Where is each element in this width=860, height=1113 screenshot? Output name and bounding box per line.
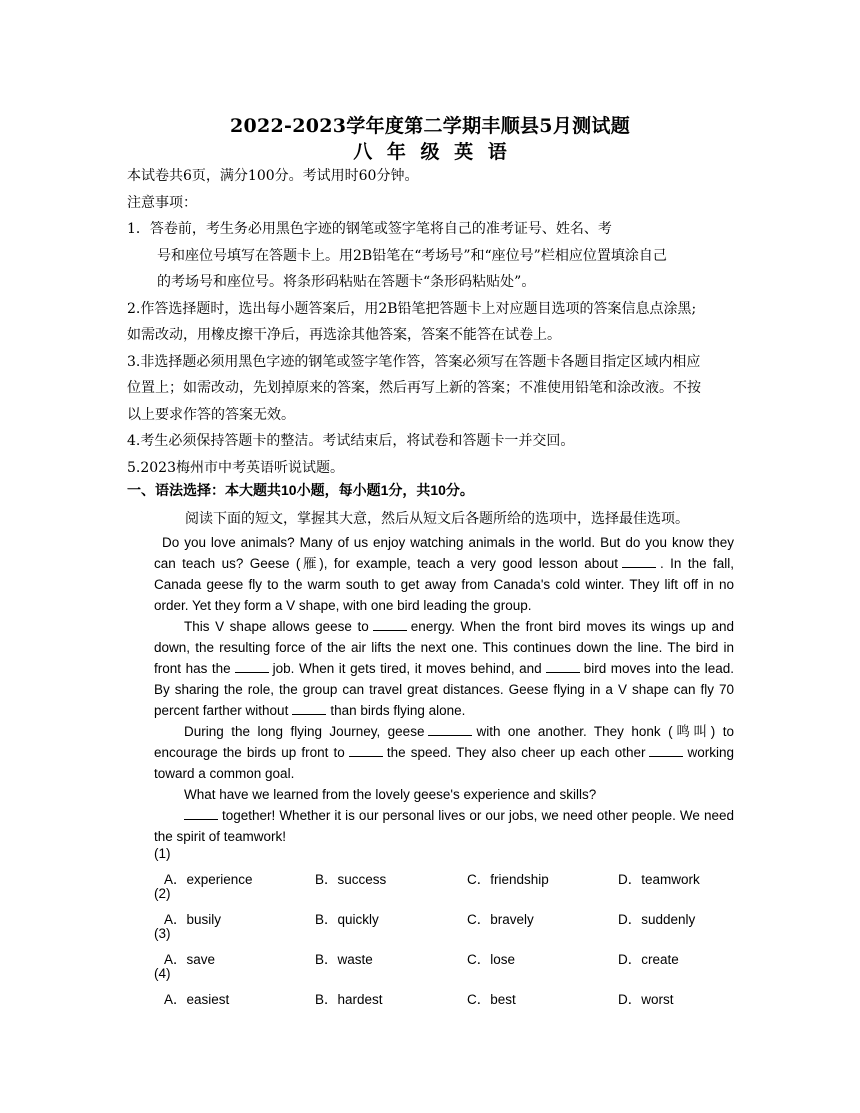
passage-text: working toward a common goal. (154, 745, 735, 781)
question-number: (2) (154, 886, 171, 901)
passage-text: with one another. They honk (鸣叫) to encourage the birds up front to (154, 724, 734, 760)
passage-text: This V shape allows geese to (184, 619, 369, 634)
passage-text: . In the fall, Canada geese fly to the warm south to get away from Canada's cold winter. They lift off in no order. Yet they form a V shape, with one bird leading the group. (154, 556, 734, 613)
option-a[interactable]: A．busily (164, 912, 222, 927)
answer-blank (184, 807, 218, 820)
note-line: 位置上；如需改动，先划掉原来的答案，然后再写上新的答案；不准使用铅笔和涂改液。不按 (127, 380, 701, 396)
passage-paragraph (154, 616, 734, 721)
passage-text: the speed. They also cheer up each other (386, 745, 646, 760)
option-c[interactable]: C．bravely (467, 912, 534, 927)
passage-text: During the long flying Journey, geese (184, 724, 425, 739)
page-title: 2022-2023学年度第二学期丰顺县5月测试题 (229, 115, 631, 137)
note-line: 2.作答选择题时，选出每小题答案后，用2B铅笔把答题卡上对应题目选项的答案信息点涂黑; (127, 301, 697, 317)
passage-paragraph (154, 532, 734, 616)
note-line: 号和座位号填写在答题卡上。用2B铅笔在“考场号”和“座位号”栏相应位置填涂自己 (157, 248, 667, 264)
option-d[interactable]: D．suddenly (618, 912, 696, 927)
intro-line-2: 注意事项： (127, 195, 197, 211)
passage-paragraph (154, 721, 734, 784)
option-d[interactable]: D．create (618, 952, 679, 967)
section-instruction: 阅读下面的短文，掌握其大意，然后从短文后各题所给的选项中，选择最佳选项。 (185, 511, 689, 527)
passage-paragraph (154, 805, 734, 847)
option-d[interactable]: D．teamwork (618, 872, 700, 887)
question-number: (4) (154, 966, 171, 981)
option-b[interactable]: B．quickly (315, 912, 379, 927)
answer-blank (235, 660, 269, 673)
answer-blank (622, 555, 656, 568)
note-line: 3.非选择题必须用黑色字迹的钢笔或签字笔作答，答案必须写在答题卡各题目指定区域内相应 (127, 354, 701, 370)
option-a[interactable]: A．save (164, 952, 216, 967)
option-b[interactable]: B．waste (315, 952, 373, 967)
note-line: 的考场号和座位号。将条形码粘贴在答题卡“条形码粘贴处”。 (157, 274, 536, 290)
passage-paragraph: What have we learned from the lovely geese's experience and skills? (184, 787, 597, 802)
note-line: 1．答卷前，考生务必用黑色字迹的钢笔或签字笔将自己的准考证号、姓名、考 (127, 221, 612, 237)
reading-passage (154, 532, 734, 847)
answer-blank (292, 702, 326, 715)
passage-text: Do you love animals? Many of us enjoy watching animals in the world. But do you know they can teach us? Geese (雁), for example, teach a very good lesson about (154, 535, 734, 571)
passage-text: job. When it gets tired, it moves behind, and (272, 661, 542, 676)
option-d[interactable]: D．worst (618, 992, 674, 1007)
note-line: 以上要求作答的答案无效。 (127, 407, 295, 423)
option-c[interactable]: C．friendship (467, 872, 549, 887)
passage-text: bird moves into the lead. By sharing the role, the group can travel great distances. Geese flying in a V shape can fly 70 percent farther without (154, 661, 734, 718)
answer-blank (649, 744, 683, 757)
answer-blank (546, 660, 580, 673)
option-c[interactable]: C．best (467, 992, 516, 1007)
passage-text: than birds flying alone. (330, 703, 466, 718)
answer-blank (349, 744, 383, 757)
note-line: 5.2023梅州市中考英语听说试题。 (127, 460, 344, 476)
option-c[interactable]: C．lose (467, 952, 516, 967)
note-line: 4.考生必须保持答题卡的整洁。考试结束后，将试卷和答题卡一并交回。 (127, 433, 575, 449)
page-subtitle: 八 年 级 英 语 (353, 141, 507, 163)
passage-text: energy. When the front bird moves its wings up and down, the resulting force of the air lifts the next one. This continues down the line. The bird in front has the (154, 619, 734, 676)
question-number: (1) (154, 846, 171, 861)
option-b[interactable]: B．hardest (315, 992, 383, 1007)
passage-text: together! Whether it is our personal lives or our jobs, we need other people. We need the spirit of teamwork! (154, 808, 734, 844)
note-line: 如需改动，用橡皮擦干净后，再选涂其他答案，答案不能答在试卷上。 (127, 327, 561, 343)
question-number: (3) (154, 926, 171, 941)
section-heading: 一、语法选择：本大题共10小题，每小题1分，共10分。 (127, 482, 474, 498)
answer-blank (373, 618, 407, 631)
answer-blank (428, 723, 472, 736)
option-b[interactable]: B．success (315, 872, 387, 887)
option-a[interactable]: A．easiest (164, 992, 230, 1007)
option-a[interactable]: A．experience (164, 872, 253, 887)
intro-line-1: 本试卷共6页，满分100分。考试用时60分钟。 (127, 168, 419, 184)
